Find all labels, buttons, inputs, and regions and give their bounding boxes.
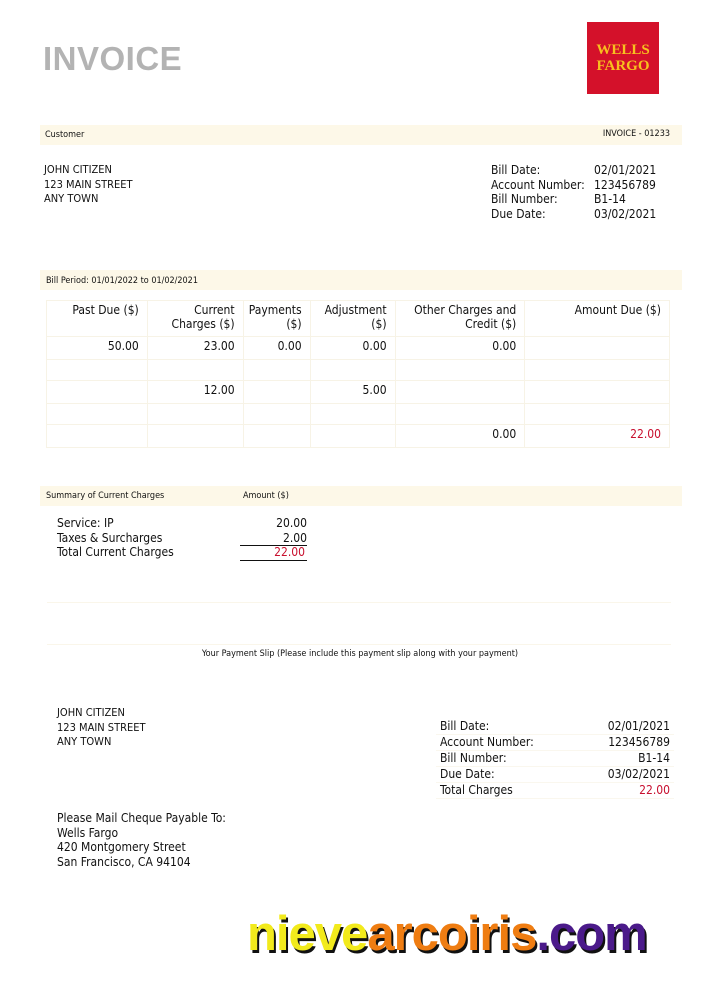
slip-info-row: [436, 751, 674, 767]
cell: [525, 381, 670, 404]
value: 03/02/2021: [607, 767, 670, 781]
header-current-charges: Current Charges ($): [147, 301, 243, 337]
due-date-label: Due Date:: [491, 206, 546, 221]
cell: [47, 360, 148, 381]
summary-list: [57, 516, 307, 560]
header-adjustment: Adjustment ($): [310, 301, 395, 337]
table-row: [47, 381, 670, 404]
summary-amount-header: Amount ($): [243, 491, 289, 501]
value: B1-14: [638, 751, 670, 765]
slip-info: [436, 719, 674, 799]
value: 02/01/2021: [607, 719, 670, 733]
mail-to-city: San Francisco, CA 94104: [57, 854, 191, 869]
cell: [310, 425, 395, 448]
invoice-title: INVOICE: [43, 40, 183, 77]
cell: [525, 337, 670, 360]
label: Total Charges: [440, 783, 513, 797]
slip-name: JOHN CITIZEN: [57, 706, 125, 719]
charges-table: [46, 300, 670, 448]
cell: 0.00: [310, 337, 395, 360]
table-row: [47, 404, 670, 425]
total-rule: [240, 560, 307, 561]
watermark: [247, 906, 647, 962]
logo-line2: FARGO: [596, 58, 650, 74]
slip-info-row: [436, 735, 674, 751]
cell: 23.00: [147, 337, 243, 360]
item-value: 20.00: [276, 516, 307, 530]
bill-date-value: 02/01/2021: [594, 163, 657, 177]
item-label: Service: IP: [57, 516, 114, 530]
bill-number-label: Bill Number:: [491, 192, 558, 206]
bill-number-value: B1-14: [594, 192, 626, 206]
payment-slip-heading: Your Payment Slip (Please include this payment slip along with your payment): [201, 649, 519, 659]
value: 123456789: [608, 735, 670, 749]
account-number-label: Account Number:: [491, 177, 585, 192]
item-label: Taxes & Surcharges: [57, 530, 163, 545]
invoice-number: INVOICE - 01233: [602, 129, 670, 139]
customer-street: 123 MAIN STREET: [44, 177, 133, 191]
cell: [310, 404, 395, 425]
label: Bill Date:: [440, 719, 490, 733]
summary-item: [57, 531, 307, 546]
cell: [395, 360, 525, 381]
total-label: Total Current Charges: [57, 545, 174, 559]
cell: 0.00: [243, 337, 310, 360]
amount-due-total: 22.00: [525, 425, 670, 448]
cell: [395, 381, 525, 404]
watermark-part3: .com: [536, 907, 647, 961]
subtotal-rule: [240, 545, 307, 546]
header-other-charges: Other Charges and Credit ($): [395, 301, 525, 337]
divider: [47, 602, 671, 603]
summary-total: [57, 545, 307, 560]
cell: [147, 425, 243, 448]
customer-address: [44, 163, 133, 207]
cell: 50.00: [47, 337, 148, 360]
bill-period-band: [40, 270, 682, 290]
slip-street: 123 MAIN STREET: [57, 720, 146, 734]
slip-info-row: [436, 719, 674, 735]
due-date-value: 03/02/2021: [594, 206, 657, 221]
slip-address: [57, 706, 146, 750]
customer-name: JOHN CITIZEN: [44, 163, 112, 176]
table-row: [47, 360, 670, 381]
divider: [47, 644, 671, 645]
cell: [47, 404, 148, 425]
cell: [243, 425, 310, 448]
cell: [395, 404, 525, 425]
label: Bill Number:: [440, 751, 507, 765]
cell: 0.00: [395, 425, 525, 448]
cell: 5.00: [310, 381, 395, 404]
label: Due Date:: [440, 767, 495, 781]
customer-label: Customer: [45, 130, 85, 140]
summary-item: [57, 516, 307, 531]
cell: [243, 381, 310, 404]
total-value: 22.00: [274, 545, 305, 559]
wells-fargo-logo: [587, 22, 659, 94]
cell: 12.00: [147, 381, 243, 404]
watermark-part1: nieve: [247, 907, 368, 961]
header-payments: Payments ($): [243, 301, 310, 337]
bill-date-label: Bill Date:: [491, 163, 541, 177]
bill-info: [491, 163, 656, 221]
summary-band: [40, 486, 682, 506]
slip-info-row: [436, 767, 674, 783]
logo-line1: WELLS: [596, 42, 650, 58]
customer-band: [40, 125, 682, 145]
account-number-value: 123456789: [594, 177, 656, 192]
bill-period: Bill Period: 01/01/2022 to 01/02/2021: [46, 276, 198, 286]
header-past-due: Past Due ($): [47, 301, 148, 337]
header-amount-due: Amount Due ($): [525, 301, 670, 337]
summary-label: Summary of Current Charges: [46, 491, 165, 501]
mail-to: [57, 811, 226, 869]
cell: [243, 404, 310, 425]
cell: [47, 425, 148, 448]
table-row: [47, 337, 670, 360]
mail-to-name: Wells Fargo: [57, 825, 119, 840]
slip-info-row: [436, 783, 674, 799]
value: 22.00: [639, 783, 670, 797]
table-row: [47, 425, 670, 448]
cell: [147, 360, 243, 381]
customer-town: ANY TOWN: [44, 192, 99, 205]
cell: [243, 360, 310, 381]
item-value: 2.00: [282, 530, 307, 545]
cell: [147, 404, 243, 425]
cell: [310, 360, 395, 381]
cell: [525, 404, 670, 425]
mail-to-street: 420 Montgomery Street: [57, 840, 186, 854]
cell: [525, 360, 670, 381]
mail-to-heading: Please Mail Cheque Payable To:: [57, 811, 226, 825]
label: Account Number:: [440, 735, 534, 749]
slip-town: ANY TOWN: [57, 735, 112, 748]
cell: 0.00: [395, 337, 525, 360]
watermark-part2: arcoiris: [367, 907, 537, 961]
cell: [47, 381, 148, 404]
table-header-row: [47, 301, 670, 337]
